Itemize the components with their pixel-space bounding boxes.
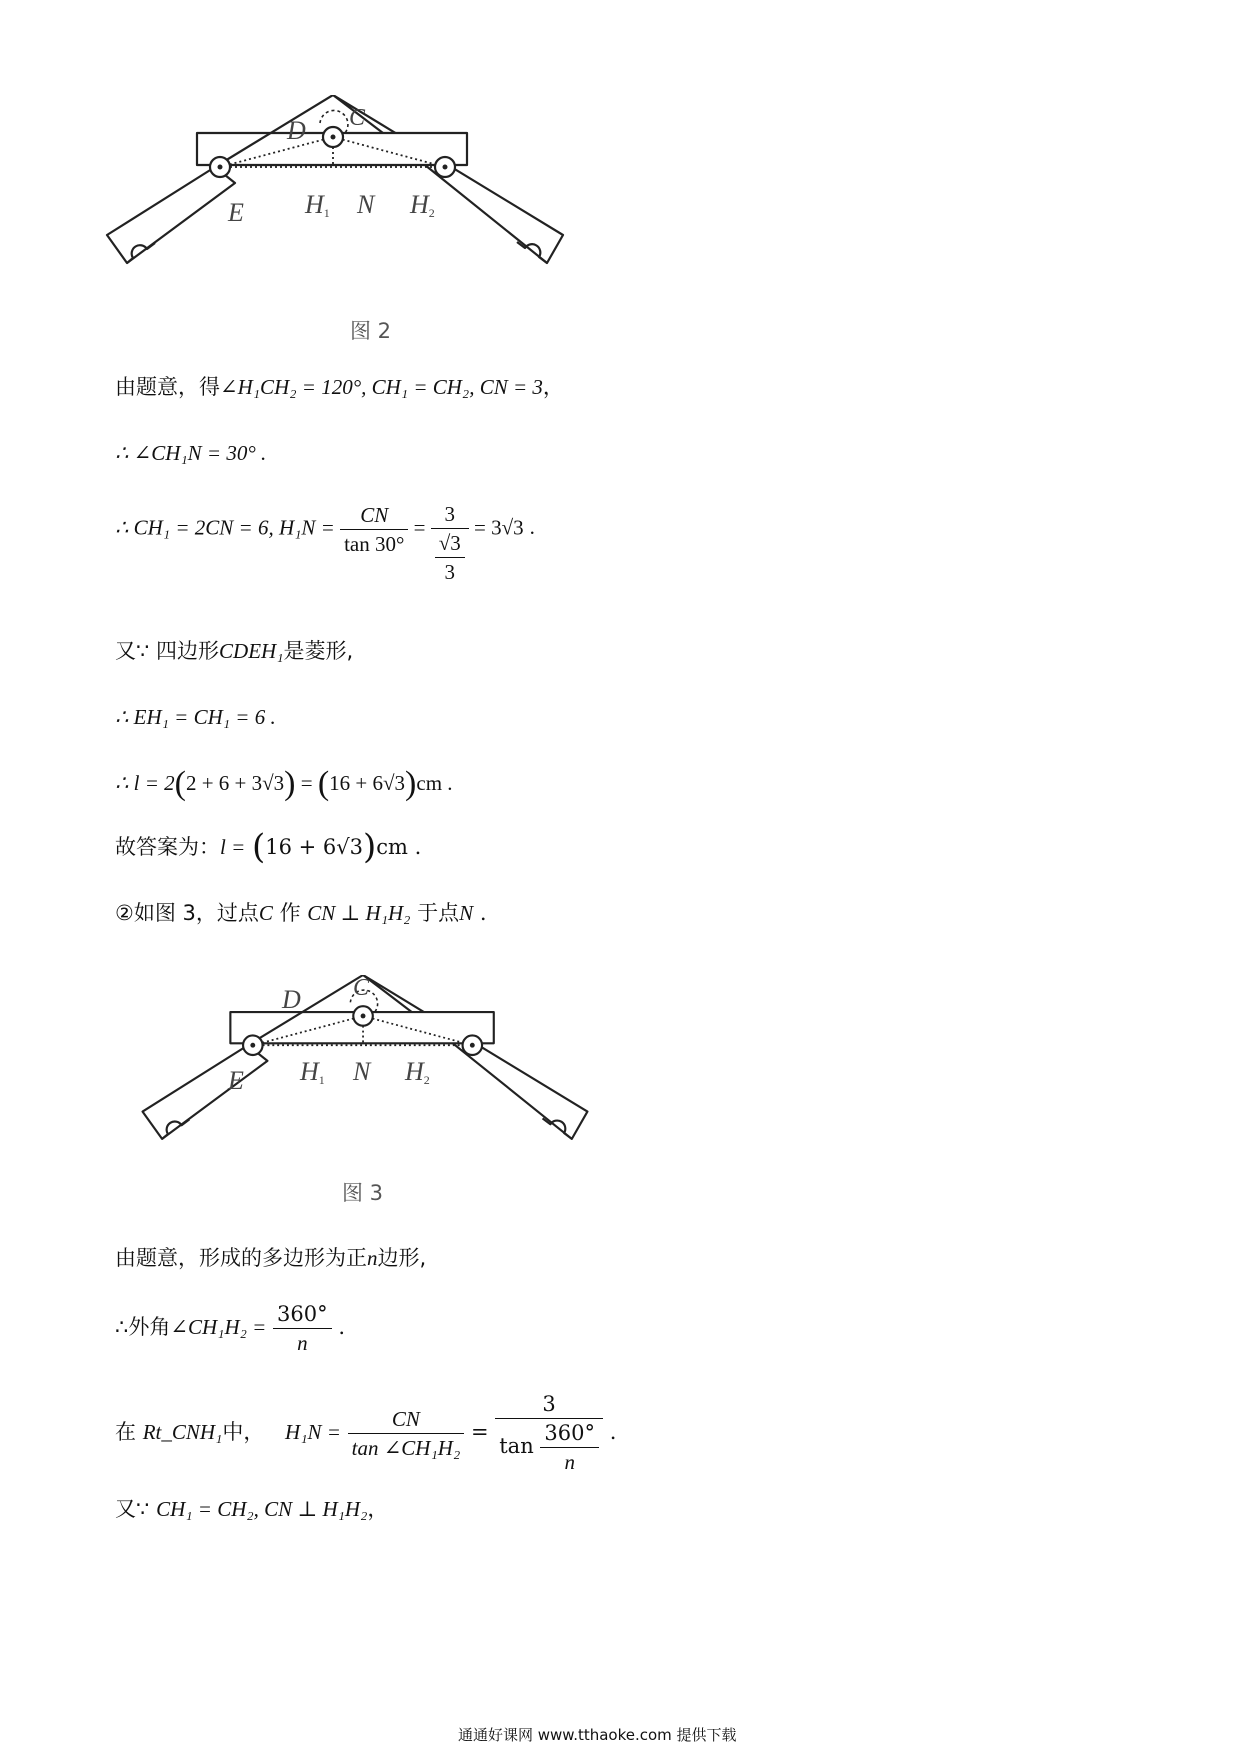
- frac-cn-tan30: $\frac{CN}{\tan 30^\circ}$: [340, 501, 408, 558]
- fig3-label-h2: $H_2$: [405, 1057, 430, 1087]
- line-1: 由题意，得∠H₁CH₂ = 120°, CH₁ = CH₂, CN = 3，: [115, 375, 564, 399]
- frac-3-over-tan: 3 tan $\frac{360^\circ}{n}$: [495, 1390, 603, 1476]
- fig2-label-c: C: [349, 105, 366, 131]
- fig3-label-n: N: [353, 1057, 371, 1086]
- fig2-label-n: N: [357, 190, 375, 219]
- line-2: ∴ ∠CH₁N = 30° .: [115, 441, 267, 465]
- line-5: ∴ EH₁ = CH₁ = 6 .: [115, 705, 276, 729]
- frac-3-over-sqrt3: $\frac{3}{\frac{√3}{3}}$: [431, 500, 469, 586]
- figure-3-caption: 图 3: [342, 1181, 384, 1205]
- line-11: 在 Rt_CNH₁中， H₁N = $\frac{CN}{\text{tan ∠CH₁H₂}}$ = 3 tan $\frac{360^\circ}{n}$ .: [115, 1392, 617, 1474]
- frac-360-over-n: $\frac{360^\circ}{n}$: [273, 1300, 332, 1357]
- line-10: ∴外角∠CH₁H₂ = $\frac{360^\circ}{n}$ .: [115, 1302, 345, 1355]
- fig3-label-d: D: [282, 985, 301, 1014]
- right-arm: [333, 95, 563, 263]
- line-12: 又∵ CH₁ = CH₂, CN ⊥ H₁H₂，: [115, 1497, 389, 1521]
- line-7: 故答案为：l = (16 + 6√3)cm .: [115, 827, 422, 867]
- fig3-label-c: C: [353, 975, 370, 1001]
- fig2-label-e: E: [228, 198, 244, 227]
- line-3: ∴ CH₁ = 2CN = 6, H₁N = $\frac{CN}{\tan 30^\circ}$ = $\frac{3}{\frac{√3}{3}}$ = 3√3 .: [115, 502, 535, 584]
- fig3-label-h1: $H_1$: [300, 1057, 325, 1087]
- fig2-label-h1: $H_1$: [305, 190, 330, 220]
- figure-2-diagram: [95, 95, 575, 300]
- frac-cn-tan-angle: $\frac{CN}{\text{tan ∠CH₁H₂}}$: [348, 1405, 465, 1462]
- fig2-label-h2: $H_2$: [410, 190, 435, 220]
- figure-2-caption: 图 2: [350, 319, 392, 343]
- line-4: 又∵ 四边形CDEH₁是菱形,: [115, 639, 354, 663]
- fig2-label-d: D: [287, 116, 306, 145]
- page-footer: 通通好课网 www.tthaoke.com 提供下载: [458, 1726, 737, 1744]
- line-9: 由题意，形成的多边形为正n边形,: [115, 1246, 427, 1270]
- line-8: ②如图 3，过点C 作 CN ⊥ H₁H₂ 于点N .: [115, 901, 487, 925]
- line-6: ∴ l = 2(2 + 6 + 3√3) = (16 + 6√3)cm .: [115, 765, 453, 802]
- fig3-label-e: E: [228, 1066, 244, 1095]
- left-arm: [107, 167, 235, 263]
